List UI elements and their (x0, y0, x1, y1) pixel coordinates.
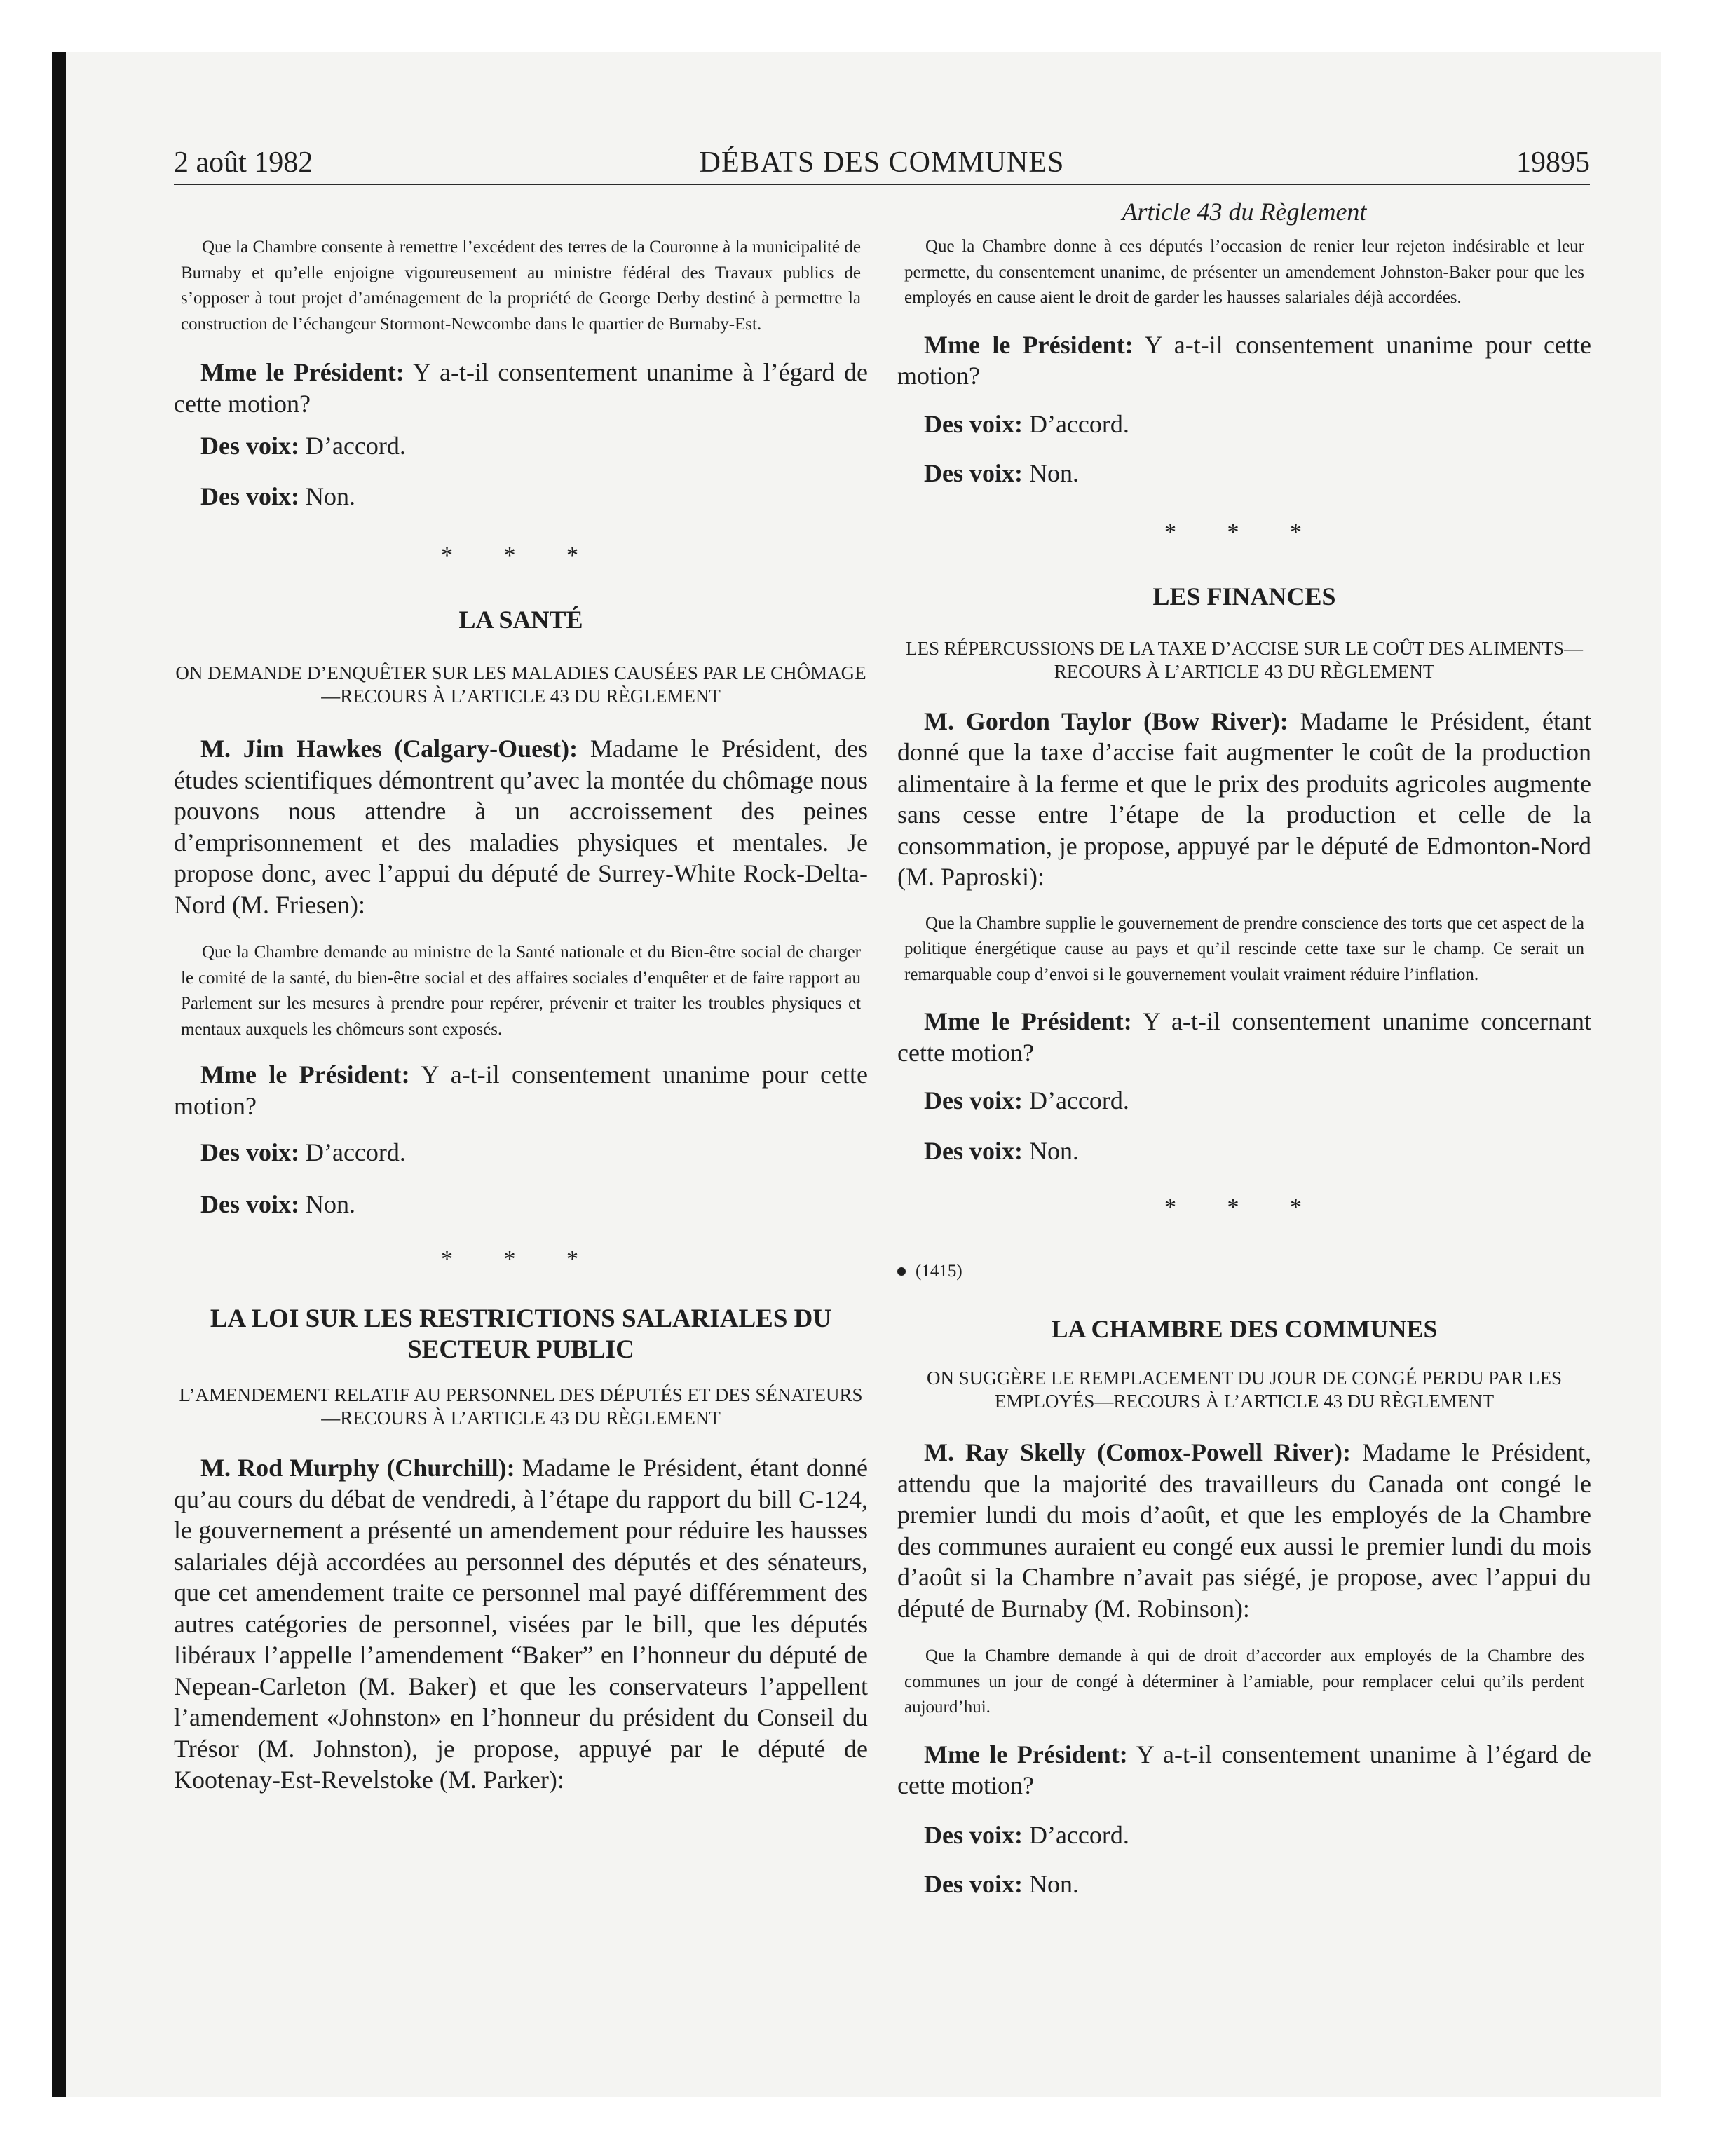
speaker-paragraph (897, 1006, 1591, 1068)
voix-line (897, 1820, 1591, 1850)
speaker-paragraph (897, 329, 1591, 392)
speaker-text: Madame le Président, étant donné qu’au cours du débat de vendredi, à l’étape du rapport du bill C-124, le gouvernement a présenté un amendement pour réduire les hausses salariales déjà accordées au personnel des députés et des sénateurs, que cet amendement traite ce personnel mal payé différemment des autres catégories de personnel, visées par le bill, que les députés libéraux l’appelle l’amendement “Baker” en l’honneur du député de Nepean-Carleton (M. Baker) et que les conservateurs l’appellent l’amendement «Johnston» en l’honneur du président du Conseil du Trésor (M. Johnston), je propose, appuyé par le député de Kootenay-Est-Revelstoke (M. Parker): (174, 1454, 868, 1794)
section-separator: * * * (1164, 519, 1324, 545)
voix-text: D’accord. (1022, 1820, 1129, 1849)
voix-text: Non. (1022, 1137, 1079, 1165)
motion-sante: Que la Chambre demande au ministre de la Santé nationale et du Bien-être social de charger le comité de la santé, du bien-être social et des affaires sociales d’enquêter et de faire rapport au Parlement sur les mesures à prendre pour repérer, prévenir et traiter les troubles physiques et mentaux auxquels les chômeurs sont exposés. (181, 943, 861, 1039)
speaker-name: M. Ray Skelly (Comox-Powell River): (924, 1438, 1351, 1466)
speaker-text: Y a-t-il consentement unanime pour cette motion? (897, 330, 1591, 390)
voix-line (897, 1869, 1591, 1899)
voix-text: D’accord. (1022, 409, 1129, 438)
speaker-paragraph (174, 1059, 868, 1121)
subheading-loi: L’AMENDEMENT RELATIF AU PERSONNEL DES DÉPUTÉS ET DES SÉNATEURS—RECOURS À L’ARTICLE 43 DU RÈGLEMENT (179, 1384, 863, 1428)
bullet-dot-icon (897, 1267, 906, 1276)
voix-label: Des voix: (924, 1820, 1023, 1849)
page-number: 19895 (1516, 146, 1590, 179)
speaker-name: M. Gordon Taylor (Bow River): (924, 707, 1288, 735)
section-separator: * * * (441, 1246, 601, 1272)
speaker-name: Mme le Président: (924, 330, 1134, 359)
motion-taxe: Que la Chambre supplie le gouvernement de prendre conscience des torts que cet aspect de la politique énergétique cause au pays et qu’il rescinde cette taxe sur le champ. Ce serait un remarquable coup d’envoi si le gouvernement voulait vraiment réduire l’inflation. (904, 913, 1584, 984)
speaker-name: M. Rod Murphy (Churchill): (200, 1454, 515, 1482)
motion-burnaby: Que la Chambre consente à remettre l’excédent des terres de la Couronne à la municipalité de Burnaby et qu’elle enjoigne vigoureusement au ministre fédéral des Travaux publics de s’opposer à tout projet d’aménagement de la propriété de George Derby destiné à permettre la construction de l’échangeur Stormont-Newcombe dans le quartier de Burnaby-Est. (181, 238, 861, 334)
motion-johnston-baker: Que la Chambre donne à ces députés l’occasion de renier leur rejeton indésirable et leur permette, du consentement unanime, de présenter un amendement Johnston-Baker pour que les employés en cause aient le droit de garder les hausses salariales déjà accordées. (904, 237, 1584, 307)
hawkes-paragraph (174, 733, 868, 920)
right-column (897, 196, 1591, 1899)
speaker-name: Mme le Président: (924, 1740, 1128, 1768)
speaker-text: Y a-t-il consentement unanime à l’égard de cette motion? (174, 358, 868, 418)
voix-text: Non. (299, 1190, 355, 1218)
header-rule (174, 184, 1590, 185)
speaker-text: Madame le Président, étant donné que la taxe d’accise fait augmenter le coût de la production alimentaire à la ferme et que le prix des produits agricoles augmente sans cesse entre l’étape de la production et celle de la consommation, je propose, appuyé par le député de Edmonton-Nord (M. Paproski): (897, 707, 1591, 891)
voix-label: Des voix: (924, 409, 1023, 438)
voix-line (174, 481, 868, 512)
skelly-paragraph (897, 1437, 1591, 1624)
voix-text: D’accord. (299, 1138, 406, 1166)
header-title: DÉBATS DES COMMUNES (699, 146, 1065, 179)
article-heading: Article 43 du Règlement (1122, 198, 1367, 226)
section-title-finances: LES FINANCES (1152, 582, 1336, 610)
murphy-paragraph (174, 1452, 868, 1796)
header-date: 2 août 1982 (174, 146, 313, 179)
voix-label: Des voix: (200, 482, 299, 510)
section-separator: * * * (1164, 1194, 1324, 1220)
speaker-text: Y a-t-il consentement unanime concernant cette motion? (897, 1007, 1591, 1067)
voix-text: Non. (1022, 1869, 1079, 1898)
speaker-paragraph (897, 1739, 1591, 1801)
section-title-chambre: LA CHAMBRE DES COMMUNES (1051, 1315, 1438, 1343)
voix-text: D’accord. (299, 432, 406, 460)
voix-label: Des voix: (924, 1869, 1023, 1898)
voix-label: Des voix: (924, 1137, 1023, 1165)
subheading-chambre: ON SUGGÈRE LE REMPLACEMENT DU JOUR DE CONGÉ PERDU PAR LES EMPLOYÉS—RECOURS À L’ARTICLE 43 DU RÈGLEMENT (926, 1367, 1563, 1412)
speaker-name: M. Jim Hawkes (Calgary-Ouest): (200, 735, 578, 763)
scan-binding-edge (52, 52, 66, 2097)
speaker-name: Mme le Président: (924, 1007, 1132, 1035)
left-column (174, 235, 868, 1796)
voix-text: Non. (1022, 458, 1079, 487)
speaker-text: Y a-t-il consentement unanime à l’égard de cette motion? (897, 1740, 1591, 1799)
page-header (174, 146, 1590, 188)
speaker-text: Y a-t-il consentement unanime pour cette motion? (174, 1060, 868, 1120)
voix-line (897, 1135, 1591, 1166)
voix-label: Des voix: (200, 1190, 299, 1218)
subheading-sante: ON DEMANDE D’ENQUÊTER SUR LES MALADIES CAUSÉES PAR LE CHÔMAGE—RECOURS À L’ARTICLE 43 DU RÈGLEMENT (175, 662, 866, 707)
voix-line (897, 409, 1591, 439)
voix-line (174, 1137, 868, 1168)
taylor-paragraph (897, 706, 1591, 893)
voix-line (897, 458, 1591, 489)
section-separator: * * * (441, 543, 601, 568)
subheading-finances: LES RÉPERCUSSIONS DE LA TAXE D’ACCISE SUR LE COÛT DES ALIMENTS—RECOURS À L’ARTICLE 43 DU RÈGLEMENT (906, 637, 1583, 682)
voix-line (897, 1085, 1591, 1116)
voix-label: Des voix: (200, 1138, 299, 1166)
section-title-loi: LA LOI SUR LES RESTRICTIONS SALARIALES DU SECTEUR PUBLIC (210, 1304, 832, 1364)
voix-label: Des voix: (924, 458, 1023, 487)
motion-conge: Que la Chambre demande à qui de droit d’accorder aux employés de la Chambre des communes un jour de congé à déterminer à l’amiable, pour remplacer celui qu’ils perdent aujourd’hui. (904, 1646, 1584, 1717)
voix-line (174, 430, 868, 461)
voix-label: Des voix: (200, 432, 299, 460)
speaker-paragraph (174, 357, 868, 419)
time-marker (897, 1262, 1591, 1281)
voix-label: Des voix: (924, 1086, 1023, 1114)
speaker-text: Madame le Président, des études scientifiques démontrent qu’avec la montée du chômage nous pouvons nous attendre à un accroissement des peines d’emprisonnement et des maladies physiques et mentales. Je propose donc, avec l’appui du député de Surrey-White Rock-Delta-Nord (M. Friesen): (174, 735, 868, 919)
voix-line (174, 1189, 868, 1220)
section-title-sante: LA SANTÉ (458, 606, 583, 634)
speaker-name: Mme le Président: (200, 358, 404, 386)
time-marker-text: (1415) (916, 1262, 962, 1281)
speaker-text: Madame le Président, attendu que la majorité des travailleurs du Canada ont congé le premier lundi du mois d’août, et que les employés de la Chambre des communes auraient eu congé eux aussi le premier lundi du mois d’août si la Chambre n’avait pas siégé, je propose, avec l’appui du député de Burnaby (M. Robinson): (897, 1438, 1591, 1623)
voix-text: D’accord. (1022, 1086, 1129, 1114)
voix-text: Non. (299, 482, 355, 510)
speaker-name: Mme le Président: (200, 1060, 410, 1089)
